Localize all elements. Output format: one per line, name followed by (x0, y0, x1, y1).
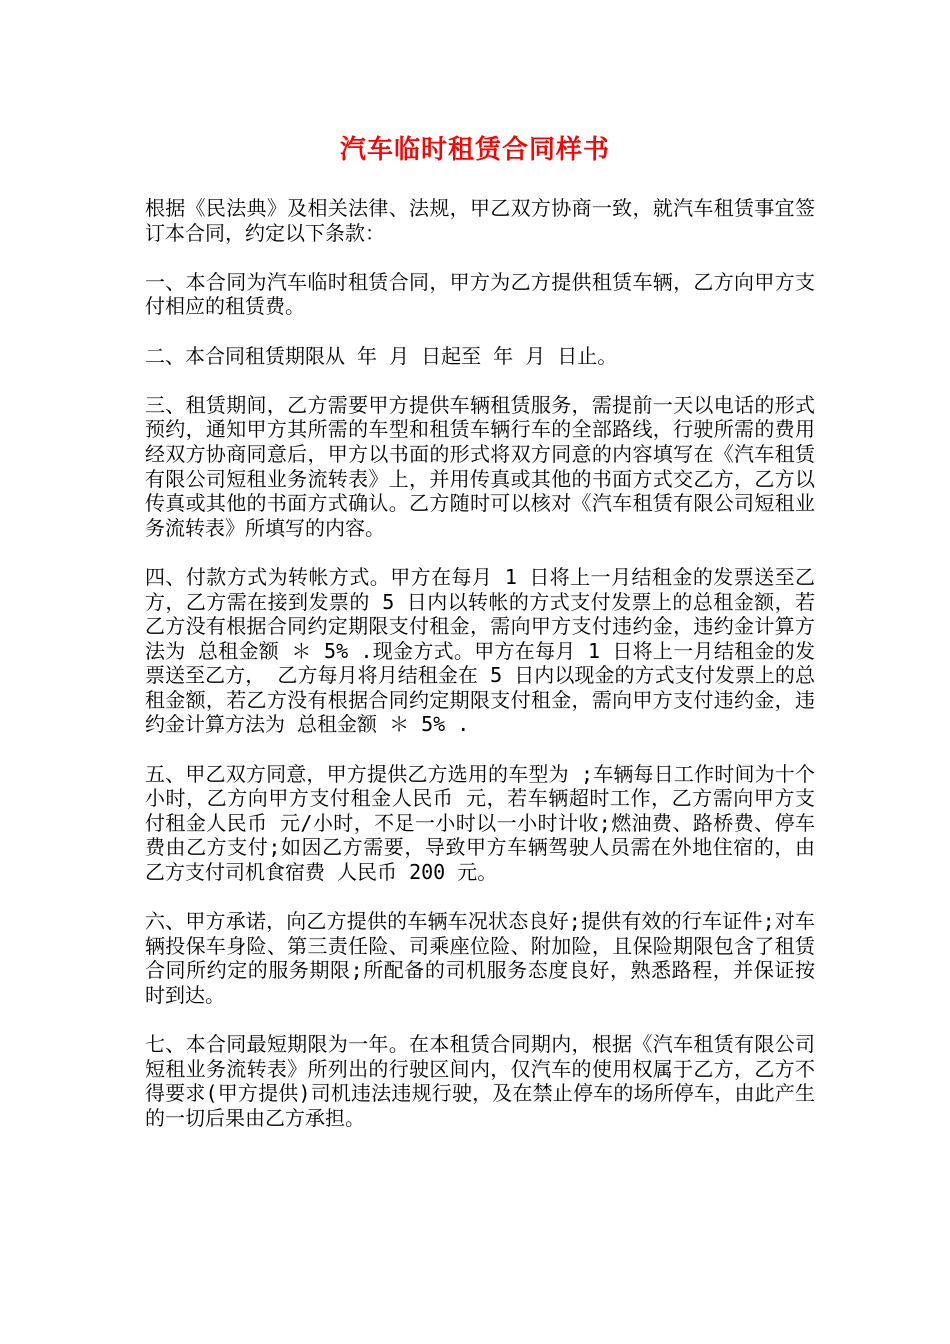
paragraph-clause-4: 四、付款方式为转帐方式。甲方在每月 1 日将上一月结租金的发票送至乙方，乙方需在接到发票的 5 日内以转帐的方式支付发票上的总租金额，若乙方没有根据合同约定期限支付租金，需向甲方支付违约金，违约金计算方法为 总租金额 ＊ 5% .现金方式。甲方在每月 1 日将上一月结租金的发票送至乙方， 乙方每月将月结租金在 5 日内以现金的方式支付发票上的总租金额，若乙方没有根据合同约定期限支付租金，需向甲方支付违约金，违约金计算方法为 总租金额 ＊ 5% . (145, 564, 815, 737)
paragraph-clause-1: 一、本合同为汽车临时租赁合同，甲方为乙方提供租赁车辆，乙方向甲方支付相应的租赁费。 (145, 269, 815, 319)
document-body (145, 196, 815, 1155)
paragraph-clause-2: 二、本合同租赁期限从 年 月 日起至 年 月 日止。 (145, 343, 618, 368)
paragraph-clause-3: 三、租赁期间，乙方需要甲方提供车辆租赁服务，需提前一天以电话的形式预约，通知甲方其所需的车型和租赁车辆行车的全部路线，行驶所需的费用经双方协商同意后，甲方以书面的形式将双方同意的内容填写在《汽车租赁有限公司短租业务流转表》上，并用传真或其他的书面方式交乙方，乙方以传真或其他的书面方式确认。乙方随时可以核对《汽车租赁有限公司短租业务流转表》所填写的内容。 (145, 392, 815, 540)
paragraph-clause-7: 七、本合同最短期限为一年。在本租赁合同期内，根据《汽车租赁有限公司短租业务流转表》所列出的行驶区间内，仅汽车的使用权属于乙方，乙方不得要求(甲方提供)司机违法违规行驶，及在禁止停车的场所停车，由此产生的一切后果由乙方承担。 (145, 1032, 815, 1130)
paragraph-preamble: 根据《民法典》及相关法律、法规，甲乙双方协商一致，就汽车租赁事宜签订本合同，约定以下条款： (145, 196, 815, 245)
paragraph-clause-6: 六、甲方承诺，向乙方提供的车辆车况状态良好;提供有效的行车证件;对车辆投保车身险、第三责任险、司乘座位险、附加险，且保险期限包含了租赁合同所约定的服务期限;所配备的司机服务态度良好，熟悉路程，并保证按时到达。 (145, 909, 815, 1007)
paragraph-clause-5: 五、甲乙双方同意，甲方提供乙方选用的车型为 ;车辆每日工作时间为十个小时，乙方向甲方支付租金人民币 元，若车辆超时工作，乙方需向甲方支付租金人民币 元/小时，不足一小时以一小时计收;燃油费、路桥费、停车费由乙方支付;如因乙方需要，导致甲方车辆驾驶人员需在外地住宿的，由乙方支付司机食宿费 人民币 200 元。 (145, 761, 815, 885)
document-title: 汽车临时租赁合同样书 (339, 135, 610, 165)
